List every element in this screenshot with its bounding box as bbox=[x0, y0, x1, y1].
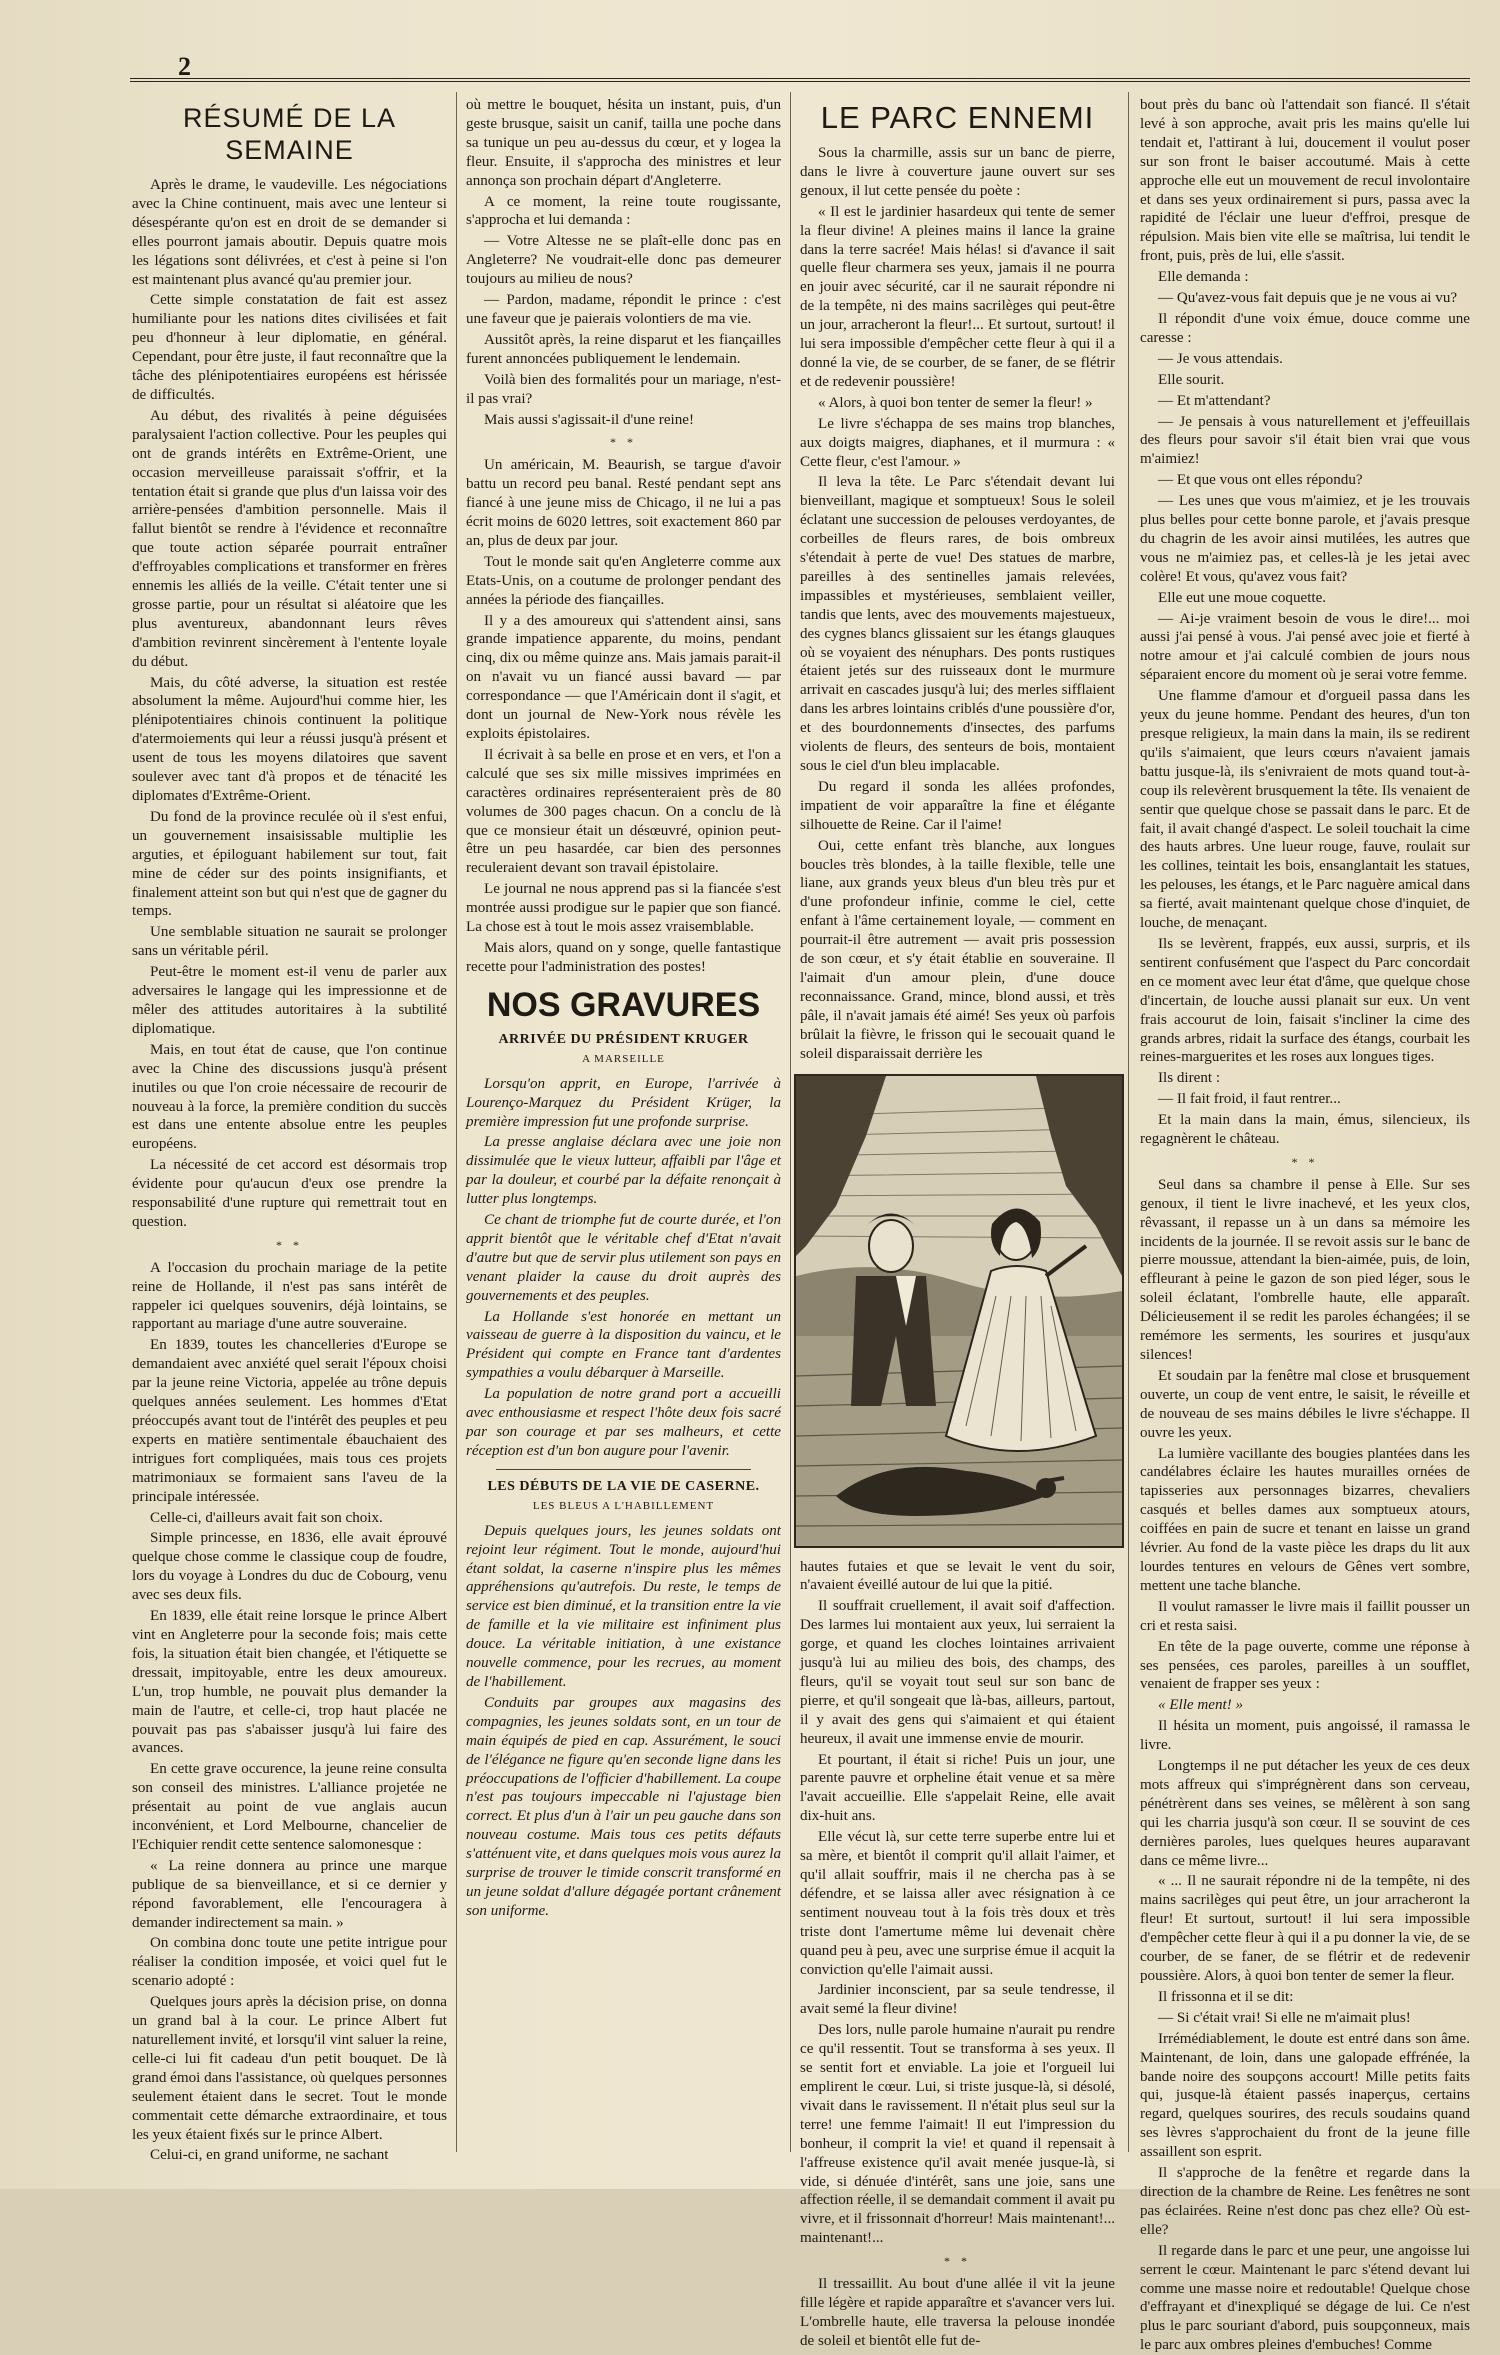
kruger-para: Ce chant de triomphe fut de courte durée, et l'on apprit bientôt que le véritable chef d'Etat n'avait d'autre but que de servir plus utilement son pays en venant plaider la cause du droit auprès des gouvernements et des peuples. bbox=[466, 1212, 781, 1304]
col2-para: A ce moment, la reine toute rougissante, s'approcha et lui demanda : bbox=[466, 193, 781, 229]
caserne-para: Depuis quelques jours, les jeunes soldats ont rejoint leur régiment. Tout le monde, aujourd'hui étant soldat, la caserne n'inspire plus les mêmes appréhensions qu'autrefois. Du reste, le temps de service est bien diminué, et la transition entre la vie de famille et la vie militaire est infiniment plus douce. La véritable initiation, à une existance nouvelle commence, pour les recrues, au moment de l'habillement. bbox=[466, 1522, 781, 1690]
col4-para: Il regarde dans le parc et une peur, une angoisse lui serrent le cœur. Maintenant le parc s'étend devant lui comme une masse noire et redoutable! Quelque chose d'effrayant et d'inexpliqué se dégage de lui. Ce n'est plus le parc souriant d'abord, puis soupçonneux, mais le parc aux ombres pleines d'embuches! Comme bbox=[1140, 2242, 1470, 2354]
col2-para: Un américain, M. Beaurish, se targue d'avoir battu un record peu banal. Resté pendant sept ans fiancé à une jeune miss de Chicago, il ne lui a pas écrit moins de 6020 lettres, soit exactement 860 par an, plus de deux par jour. bbox=[466, 457, 781, 549]
col4-para: Elle demanda : bbox=[1158, 269, 1249, 286]
col4-para: — Si c'était vrai! Si elle ne m'aimait plus! bbox=[1158, 2009, 1411, 2026]
col4-para: En tête de la page ouverte, comme une réponse à ses pensées, ces paroles, pareilles à un soufflet, venaient de frapper ses yeux : bbox=[1140, 1638, 1470, 1693]
col4-para: Et soudain par la fenêtre mal close et brusquement ouverte, un coup de vent entre, le saisit, le réveille et de nouveau de ses mains débiles le livre s'échappe. Il ouvre les yeux. bbox=[1140, 1367, 1470, 1441]
resume-para: En cette grave occurence, la jeune reine consulta son conseil des ministres. L'alliance projetée ne présentait au point de vue anglais aucun inconvénient, et Lord Melbourne, chancelier de l'Echiquier rendit cette sentence salomonesque : bbox=[132, 1761, 447, 1853]
col2-para: Mais alors, quand on y songe, quelle fantastique recette pour l'administration des postes! bbox=[466, 939, 781, 975]
parc-para: Et pourtant, il était si riche! Puis un jour, une parente pauvre et orpheline était venue et sa mère l'avait accueillie. Elle s'appelait Reine, elle avait dix-huit ans. bbox=[800, 1751, 1115, 1825]
col4-para: Il voulut ramasser le livre mais il faillit pousser un cri et resta saisi. bbox=[1140, 1598, 1470, 1634]
top-rule bbox=[130, 78, 1470, 82]
col4-para: La lumière vacillante des bougies plantées dans les candélabres éclaire les hautes murailles ornées de tapisseries aux personnages bizarres, chevaliers casqués et belles dames aux somptueux atours, coiffées en pain de sucre et tenant en laisse un grand lévrier. Au fond de la vaste pièce les draps du lit aux lourdes tentures en velours de Gênes vert sombre, mettent une tache blanche. bbox=[1140, 1445, 1470, 1594]
resume-para: « La reine donnera au prince une marque publique de sa bienveillance, et si ce dernier y répond favorablement, elle l'encouragera à demander indirectement sa main. » bbox=[132, 1857, 447, 1931]
col4-para: « ... Il ne saurait répondre ni de la tempête, ni des mains sacrilèges qui peut être, un jour arracheront la fleur! Et surtout, surtout! il lui sera impossible d'empêcher cette fleur à qui il a pu donner la vie, de se courber, de se faner, de se flétrir et de redevenir poussière. Alors, à quoi bon tenter de semer la fleur. bbox=[1140, 1873, 1470, 1984]
divider bbox=[496, 1469, 751, 1470]
parc-para: Jardinier inconscient, par sa seule tendresse, il avait semé la fleur divine! bbox=[800, 1982, 1115, 2018]
parc-para: Du regard il sonda les allées profondes, impatient de voir apparaître la fine et élégante silhouette de Reine. Car il l'aime! bbox=[800, 778, 1115, 833]
resume-title: RÉSUMÉ DE LA SEMAINE bbox=[182, 103, 397, 165]
col4-para: Il hésita un moment, puis angoissé, il ramassa le livre. bbox=[1140, 1718, 1470, 1754]
resume-para: La nécessité de cet accord est désormais trop évidente pour qu'aucun d'eux ose prendre la responsabilité d'une rupture qui remettrait tout en question. bbox=[132, 1157, 447, 1230]
column-divider bbox=[456, 92, 457, 2152]
kruger-para: La Hollande s'est honorée en mettant un vaisseau de guerre à la disposition du vaincu, et le Président qui compte en France tant d'ardentes sympathies a voulu débarquer à Marseille. bbox=[466, 1308, 781, 1382]
col2-para: — Votre Altesse ne se plaît-elle donc pas en Angleterre? Ne voudrait-elle donc pas demeurer toujours au milieu de nous? bbox=[466, 233, 781, 288]
column-divider bbox=[790, 92, 791, 2152]
kruger-para: La presse anglaise déclara avec une joie non dissimulée que le vieux lutteur, affaibli par l'âge et par la douleur, et courbé par la défaite renonçait à lutter plus longtemps. bbox=[466, 1134, 781, 1208]
col2-para: Il écrivait à sa belle en prose et en vers, et l'on a calculé que ses six mille missives imprimées en caractères ordinaires représenteraient près de 80 volumes de 300 pages chacun. On a conclu de là que ce monsieur était un désœuvré, opinion peut-être un peu hasardée, car bien des personnes reculeraient devant son travail épistolaire. bbox=[466, 746, 781, 877]
col4-para: Ils se levèrent, frappés, eux aussi, surpris, et ils sentirent confusément que l'aspect du Parc concordait en ce moment avec leur état d'âme, que quelque chose d'incertain, de louche aussi planait sur eux. Un vent frais accourut de loin, faisait s'incliner la cime des grands arbres, ridait la surface des étangs, courbait les reines-marguerites et les roses aux longues tiges. bbox=[1140, 935, 1470, 1066]
parc-para: hautes futaies et que se levait le vent du soir, n'avaient éveillé autour de lui que la pitié. bbox=[800, 1558, 1115, 1594]
column-four bbox=[1140, 96, 1470, 2354]
resume-para: A l'occasion du prochain mariage de la petite reine de Hollande, il n'est pas sans intérêt de rappeler ici quelques souvenirs, déjà lointains, se rapportant au mariage d'une autre souveraine. bbox=[132, 1259, 447, 1333]
col4-para: Il frissonna et il se dit: bbox=[1158, 1988, 1294, 2005]
col4-para: — Ai-je vraiment besoin de vous le dire!... moi aussi j'ai pensé à vous. J'ai pensé avec joie et fierté à notre amour et j'ai calculé combien de jours nous séparaient encore du moment où je serai votre femme. bbox=[1140, 610, 1470, 684]
kruger-subtitle: A MARSEILLE bbox=[582, 1052, 665, 1065]
gravures-title: NOS GRAVURES bbox=[486, 985, 761, 1024]
resume-para: Mais, en tout état de cause, que l'on continue avec la Chine des discussions jusqu'à présent inutiles ou que l'on croie nécessaire de recourir de nouveau à la force, la première condition du succès est dans une entente absolue entre les peuples européens. bbox=[132, 1041, 447, 1153]
resume-para: En 1839, elle était reine lorsque le prince Albert vint en Angleterre pour la seconde fois; mais cette fois, la situation était bien changée, et l'étiquette se dressait, impitoyable, entre les deux amoureux. L'un, trop humble, ne pouvait plus demander la main de l'autre, et celle-ci, trop haut placée ne pouvait pas pas s'abaisser jusqu'à lui faire des avances. bbox=[132, 1608, 447, 1757]
parc-para: Le livre s'échappa de ses mains trop blanches, aux doigts maigres, diaphanes, et il murmura : « Cette fleur, c'est l'amour. » bbox=[800, 415, 1115, 470]
col2-para: Le journal ne nous apprend pas si la fiancée s'est montrée aussi prodigue sur le papier que son fiancé. La chose est à tout le mois assez vraisemblable. bbox=[466, 881, 781, 936]
resume-para: Mais, du côté adverse, la situation est restée absolument la même. Aujourd'hui comme hier, les plénipotentiaires chinois continuent la politique d'atermoiements qui leur a réussi jusqu'à présent et usent de tous les moyens dilatoires que savent soulever avec tant d'à propos et de ténacité les diplomates d'Extrême-Orient. bbox=[132, 674, 447, 804]
kruger-para: Lorsqu'on apprit, en Europe, l'arrivée à Lourenço-Marquez du Président Krüger, la première impression fut une profonde surprise. bbox=[466, 1075, 781, 1130]
col4-para: Ils dirent : bbox=[1158, 1070, 1221, 1087]
col4-para: Il s'approche de la fenêtre et regarde dans la direction de la chambre de Reine. Les fenêtres ne sont pas éclairées. Reine n'est donc pas chez elle? Où est-elle? bbox=[1140, 2165, 1470, 2238]
resume-para: Celle-ci, d'ailleurs avait fait son choix. bbox=[150, 1509, 383, 1526]
col4-para: Longtemps il ne put détacher les yeux de ces deux mots affreux qui s'imprégnèrent dans son cerveau, pénétrèrent dans ses veines, se mêlèrent à son sang qui les charria jusqu'à son cœur. Il se souvint de ces dernières paroles, lues quelques heures auparavant dans ce même livre... bbox=[1140, 1758, 1470, 1869]
col4-para: — Et que vous ont elles répondu? bbox=[1158, 472, 1363, 489]
parc-para: Elle vécut là, sur cette terre superbe entre lui et sa mère, et bientôt il comprit qu'il allait l'aimer, et qu'il allait souffrir, mais il ne chercha pas à se défendre, et se laissa aller avec résignation à ce sentiment nouveau tout à la fois très doux et très triste dont l'amertume même lui devenait chère quand peu à peu, avec une surprise émue il acquit la conviction qu'elle l'aimait aussi. bbox=[800, 1829, 1115, 1978]
col4-para: — Je pensais à vous naturellement et j'effeuillais des fleurs pour savoir s'il était bien vrai que vous m'aimiez! bbox=[1140, 413, 1470, 468]
kruger-title: ARRIVÉE DU PRÉSIDENT KRUGER bbox=[498, 1031, 749, 1047]
col4-para: — Je vous attendais. bbox=[1158, 350, 1283, 367]
parc-para: Oui, cette enfant très blanche, aux longues boucles très blondes, à la taille flexible, telle une liane, aux grands yeux bleus d'un bleu très pur et d'une profondeur infinie, comme le ciel, cette enfant à l'âme certainement loyale, — comment en pourrait-il être autrement — avait pris possession de son cœur, et s'y était établie en souveraine. Il l'aimait d'un amour plein, d'une douce reconnaissance. Grand, mince, blond aussi, et très pâle, il n'avait jamais été aimé! Ses yeux où parfois brûlait la fièvre, le frisson qui le secouait quand le soleil disparaissait derrière les bbox=[800, 837, 1115, 1062]
col4-para: Elle sourit. bbox=[1158, 371, 1225, 388]
resume-para: Peut-être le moment est-il venu de parler aux adversaires le langage qui les impressionne et de mêler des attitudes autoritaires à la subtilité diplomatique. bbox=[132, 964, 447, 1037]
engraving-illustration bbox=[794, 1074, 1124, 1548]
col4-para: Il répondit d'une voix émue, douce comme une caresse : bbox=[1140, 310, 1470, 346]
parc-para: Il leva la tête. Le Parc s'étendait devant lui bienveillant, magique et somptueux! Sous le soleil éclatant une succession de pelouses verdoyantes, de corbeilles de fleurs rares, de bois ombreux s'étendait à perte de vue! Des statues de marbre, pareilles à des sentinelles jamais relevées, impassibles et mystérieuses, semblaient veiller, tandis que lents, avec des mouvements majestueux, des cygnes blancs glissaient sur les étangs glauques où se voyaient des nénuphars. Des ponts rustiques étaient jetés sur des ruisseaux dont le murmure arrivait en cascades jusqu'à lui; des merles sifflaient dans les arbres lointains criblés d'une poussière d'or, et des bourdonnements d'insectes, des parfums violents de fleurs, des senteurs de bois, montaient sous le ciel d'un bleu implacable. bbox=[800, 474, 1116, 774]
kruger-para: La population de notre grand port a accueilli avec enthousiasme et respect l'hôte deux fois sacré par son courage et par ses malheurs, et cette réception est d'un bon augure pour l'avenir. bbox=[466, 1386, 781, 1459]
col4-para: Une flamme d'amour et d'orgueil passa dans les yeux du jeune homme. Pendant des heures, d'un ton presque religieux, la main dans la main, ils se redirent qu'ils s'aimaient, que leurs cœurs n'avaient jamais battu jusque-là, ils s'enivraient de mots quand tout-à-coup ils relevèrent brusquement la tête. Ils venaient de sentir que quelque chose se passait dans le parc. Et de fait, il avait changé d'aspect. Le soleil touchait la cime des hauts arbres. Une lueur rouge, fauve, roulait sur les collines, teintait les bois, ensanglantait les statues, les pelouses, les étangs, et le Parc naguère amical dans sa fierté, avait maintenant quelque chose d'inquiet, de louche, de menaçant. bbox=[1140, 688, 1470, 932]
col4-para: bout près du banc où l'attendait son fiancé. Il s'était levé à son approche, avait pris les mains qu'elle lui tendait et, l'attirant à lui, doucement il voulut poser sur son front le baiser accoutumé. Mais à cette approche elle eut un mouvement de recul involontaire et dans ses yeux ordinairement si purs, passa avec la rapidité de l'éclair une lueur d'effroi, presque de répulsion. Mais bien vite elle se maîtrisa, lui tendit le front, puis, près de lui, elle s'assit. bbox=[1140, 97, 1470, 265]
col4-para: Elle eut une moue coquette. bbox=[1158, 589, 1327, 606]
parc-para: Sous la charmille, assis sur un banc de pierre, dans le livre à couverture jaune ouvert sur ses genoux, il lut cette pensée du poète : bbox=[800, 145, 1115, 199]
col2-para: Aussitôt après, la reine disparut et les fiançailles furent annoncées publiquement le lendemain. bbox=[466, 331, 781, 367]
couple-in-park-image bbox=[796, 1076, 1122, 1546]
resume-para: En 1839, toutes les chancelleries d'Europe se demandaient avec anxiété quel serait l'époux choisi par la jeune reine Victoria, appelée au trône depuis quelques années seulement. Les hommes d'Etat préoccupés avant tout de l'intérêt des peuples et peu experts en matière sentimentale ébauchaient des intrigues fort compliquées, mais tous ces projets matrimoniaux se formaient sans l'aveu de la principale intéressée. bbox=[132, 1337, 447, 1505]
resume-para: On combina donc toute une petite intrigue pour réaliser la condition imposée, et voici quel fut le scenario adopté : bbox=[132, 1935, 447, 1990]
col2-para: Voilà bien des formalités pour un mariage, n'est-il pas vrai? bbox=[466, 371, 781, 407]
col2-para: Il y a des amoureux qui s'attendent ainsi, sans grande impatience apparente, du moins, pendant cinq, dix ou même quinze ans. Mais jamais parait-il on n'avait vu un fiancé aussi bavard — par correspondance — que l'Américain dont il s'agit, et dont un journal de New-York nous révèle les exploits épistolaires. bbox=[466, 612, 781, 742]
resume-para: Celui-ci, en grand uniforme, ne sachant bbox=[150, 2147, 389, 2164]
parc-para: « Il est le jardinier hasardeux qui tente de semer la fleur divine! A pleines mains il lance la graine dans la terre sacrée! Mais hélas! si d'avance il sait quelle fleur charmera ses yeux, jamais il ne pourra en jouir avec sécurité, car il ne saurait répondre ni de la tempête, ni des mains sacrilèges qui peut-être un jour, arracheront la fleur!... Et surtout, surtout! il lui sera impossible d'empêcher cette fleur à qui il a donné la vie, de se courber, de se faner, de se flétrir et de redevenir poussière! bbox=[800, 203, 1115, 390]
col4-para: — Et m'attendant? bbox=[1158, 392, 1271, 409]
col4-para: Et la main dans la main, émus, silencieux, ils regagnèrent le château. bbox=[1140, 1112, 1470, 1148]
column-parc bbox=[800, 96, 1116, 2349]
parc-para: Il souffrait cruellement, il avait soif d'affection. Des larmes lui montaient aux yeux, lui serraient la gorge, et quand les cloches lointaines arrivaient jusqu'à lui au milieu des bois, des champs, des fleurs, qu'il se voyait tout seul sur son banc de pierre, et qu'il songeait que là-bas, ailleurs, partout, il y avait des gens qui s'aimaient et qui étaient heureux, il avait une immense envie de mourir. bbox=[800, 1598, 1115, 1747]
section-separator: * * bbox=[944, 2254, 971, 2269]
col4-para: Seul dans sa chambre il pense à Elle. Sur ses genoux, il tient le livre inachevé, et les yeux clos, rêvassant, il repasse un à un dans sa mémoire les incidents de la journée. Il se revoit assis sur le banc de pierre moussue, attendant la bien-aimée, puis, de loin, effleurant à peine le gazon de son pied léger, sous le soleil éclatant, l'ombrelle haute, elle apparaît. Délicieusement il se redit les paroles échangées; il se remémore les serments, les sourires et jusqu'aux silences! bbox=[1140, 1176, 1470, 1363]
col4-para: « Elle ment! » bbox=[1158, 1697, 1244, 1714]
column-divider bbox=[1128, 92, 1129, 2152]
parc-para: Il tressaillit. Au bout d'une allée il vit la jeune fille légère et rapide apparaître et s'avancer vers lui. L'ombrelle haute, elle traversa la pelouse inondée de soleil et bientôt elle fut de- bbox=[800, 2276, 1115, 2349]
col2-para: — Pardon, madame, répondit le prince : c'est une faveur que je paierais volontiers de ma vie. bbox=[466, 292, 781, 327]
resume-para: Après le drame, le vaudeville. Les négociations avec la Chine continuent, mais avec une lenteur si désespérante qu'on est en droit de se demander si elles pourront jamais aboutir. Depuis quatre mois les légations sont délivrées, et c'est à peine si l'on est maintenant plus avancé qu'au premier jour. bbox=[132, 177, 447, 288]
column-two bbox=[466, 96, 781, 2156]
parc-para: Des lors, nulle parole humaine n'aurait pu rendre ce qu'il ressentit. Tout se transforma à ses yeux. Il se sentit fort et enviable. La joie et l'orgueil lui emplirent le cœur. Lui, si triste jusque-là, si désolé, vivait dans le ravissement. Il n'était plus seul sur la terre! une femme l'aimait! Il eut l'impression du bonheur, il comprit la vie! et quand il repensait à l'affreuse existence qu'il avait menée jusque-là, si vide, si dénuée d'intérêt, sans une joie, sans une affection réelle, il se demandait comment il avait pu vivre, et il frissonnait d'horreur! Mais maintenant!... maintenant!... bbox=[800, 2022, 1115, 2247]
column-resume bbox=[132, 96, 448, 2164]
col4-para: — Les unes que vous m'aimiez, et je les trouvais plus belles pour cette bonne parole, et j'avais presque du chagrin de les avoir ainsi mutilées, les autres que vous ne m'aimiez pas, et celles-là je les jetai avec colère! Et vous, qu'avez vous fait? bbox=[1140, 493, 1470, 585]
col2-para: Mais aussi s'agissait-il d'une reine! bbox=[484, 411, 695, 428]
section-separator: * * bbox=[276, 1237, 303, 1252]
col2-para: où mettre le bouquet, hésita un instant, puis, d'un geste brusque, saisit un canif, tailla une poche dans sa tunique un peu au-dessus du cœur, et y logea la fleur. Ensuite, il s'approcha des ministres et leur annonça son prochain départ d'Angleterre. bbox=[466, 97, 781, 189]
col4-para: — Il fait froid, il faut rentrer... bbox=[1158, 1091, 1341, 1108]
resume-para: Une semblable situation ne saurait se prolonger sans un véritable péril. bbox=[132, 924, 447, 960]
caserne-para: Conduits par groupes aux magasins des compagnies, les jeunes soldats sont, en un tour de main équipés de pied en cap. Assurément, le souci de l'élégance ne figure qu'en seconde ligne dans les préoccupations de l'officier d'habillement. La coupe n'est pas toujours impeccable ni l'ajustage bien correct. Et plus d'un à l'air un peu gauche dans son nouveau costume. Mais tous ces petits défauts s'atténuent vite, et dans quelques mois vous aurez la surprise de trouver le timide conscrit transformé en un jeune soldat d'allure dégagée portant crânement son uniforme. bbox=[466, 1694, 781, 1919]
section-separator: * * bbox=[1291, 1154, 1319, 1169]
caserne-title: LES DÉBUTS DE LA VIE DE CASERNE. bbox=[487, 1478, 760, 1494]
col2-para: Tout le monde sait qu'en Angleterre comme aux Etats-Unis, on a coutume de prolonger pendant des années la période des fiançailles. bbox=[466, 553, 781, 608]
resume-para: Quelques jours après la décision prise, on donna un grand bal à la cour. Le prince Albert fut naturellement invité, et lorsqu'il vint saluer la reine, celle-ci lui fit cadeau d'un petit bouquet. De là grand émoi dans l'assistance, où quelques personnes seulement étaient dans le secret. Tout le monde commentait cette démarche extraordinaire, et tous les yeux étaient fixés sur le prince Albert. bbox=[132, 1994, 448, 2143]
parc-title: LE PARC ENNEMI bbox=[820, 100, 1095, 135]
parc-para: « Alors, à quoi bon tenter de semer la fleur! » bbox=[818, 394, 1093, 411]
col4-para: — Qu'avez-vous fait depuis que je ne vous ai vu? bbox=[1158, 290, 1458, 307]
section-separator: * * bbox=[610, 435, 637, 450]
resume-para: Cette simple constatation de fait est assez humiliante pour les nations dites civilisées et fait peu d'honneur à leur diplomatie, en général. Cependant, pour être juste, il faut reconnaître que la tâche des plénipotentiaires européens est hérissée de difficultés. bbox=[132, 292, 447, 403]
page-number: 2 bbox=[178, 52, 191, 81]
col4-para: Irrémédiablement, le doute est entré dans son âme. Maintenant, de loin, dans une galopade effrénée, la bande noire des soupçons accourt! Mille petits faits qui, jusque-là étaient passés inaperçus, certains regard, quelques sourires, des reculs soudains quand ses lèvres s'approchaient du front de la jeune fille assaillent son esprit. bbox=[1140, 2030, 1470, 2161]
resume-para: Au début, des rivalités à peine déguisées paralysaient l'action collective. Pour les peuples qui ont de grands intérêts en Extrême-Orient, une occasion merveilleuse paraissait s'offrir, et la tentation était si grande que plus d'un laissa voir des arrière-pensées d'ambition personnelle. Mais il fallut bientôt se rendre à l'évidence et reconnaître que toute action séparée pourrait entraîner d'effroyables complications et transformer en frères ennemis les alliés de la veille. C'était tenter une si grosse partie, pour un résultat si aléatoire que les plus aventureux, abandonnant leurs rêves d'ambition revinrent sincèrement à l'entente loyale du début. bbox=[132, 407, 447, 670]
resume-para: Du fond de la province reculée où il s'est enfui, un gouvernement insaisissable multiplie les arguties, et épiloguant habilement sur tout, fait mine de céder sur des points insignifiants, et finalement atteint son but qui n'est que de gagner du temps. bbox=[132, 808, 447, 920]
caserne-subtitle: LES BLEUS A L'HABILLEMENT bbox=[532, 1499, 715, 1512]
resume-para: Simple princesse, en 1836, elle avait éprouvé quelque chose comme le classique coup de foudre, lors du voyage à Londres du duc de Cobourg, venu avec ses deux fils. bbox=[132, 1530, 447, 1604]
